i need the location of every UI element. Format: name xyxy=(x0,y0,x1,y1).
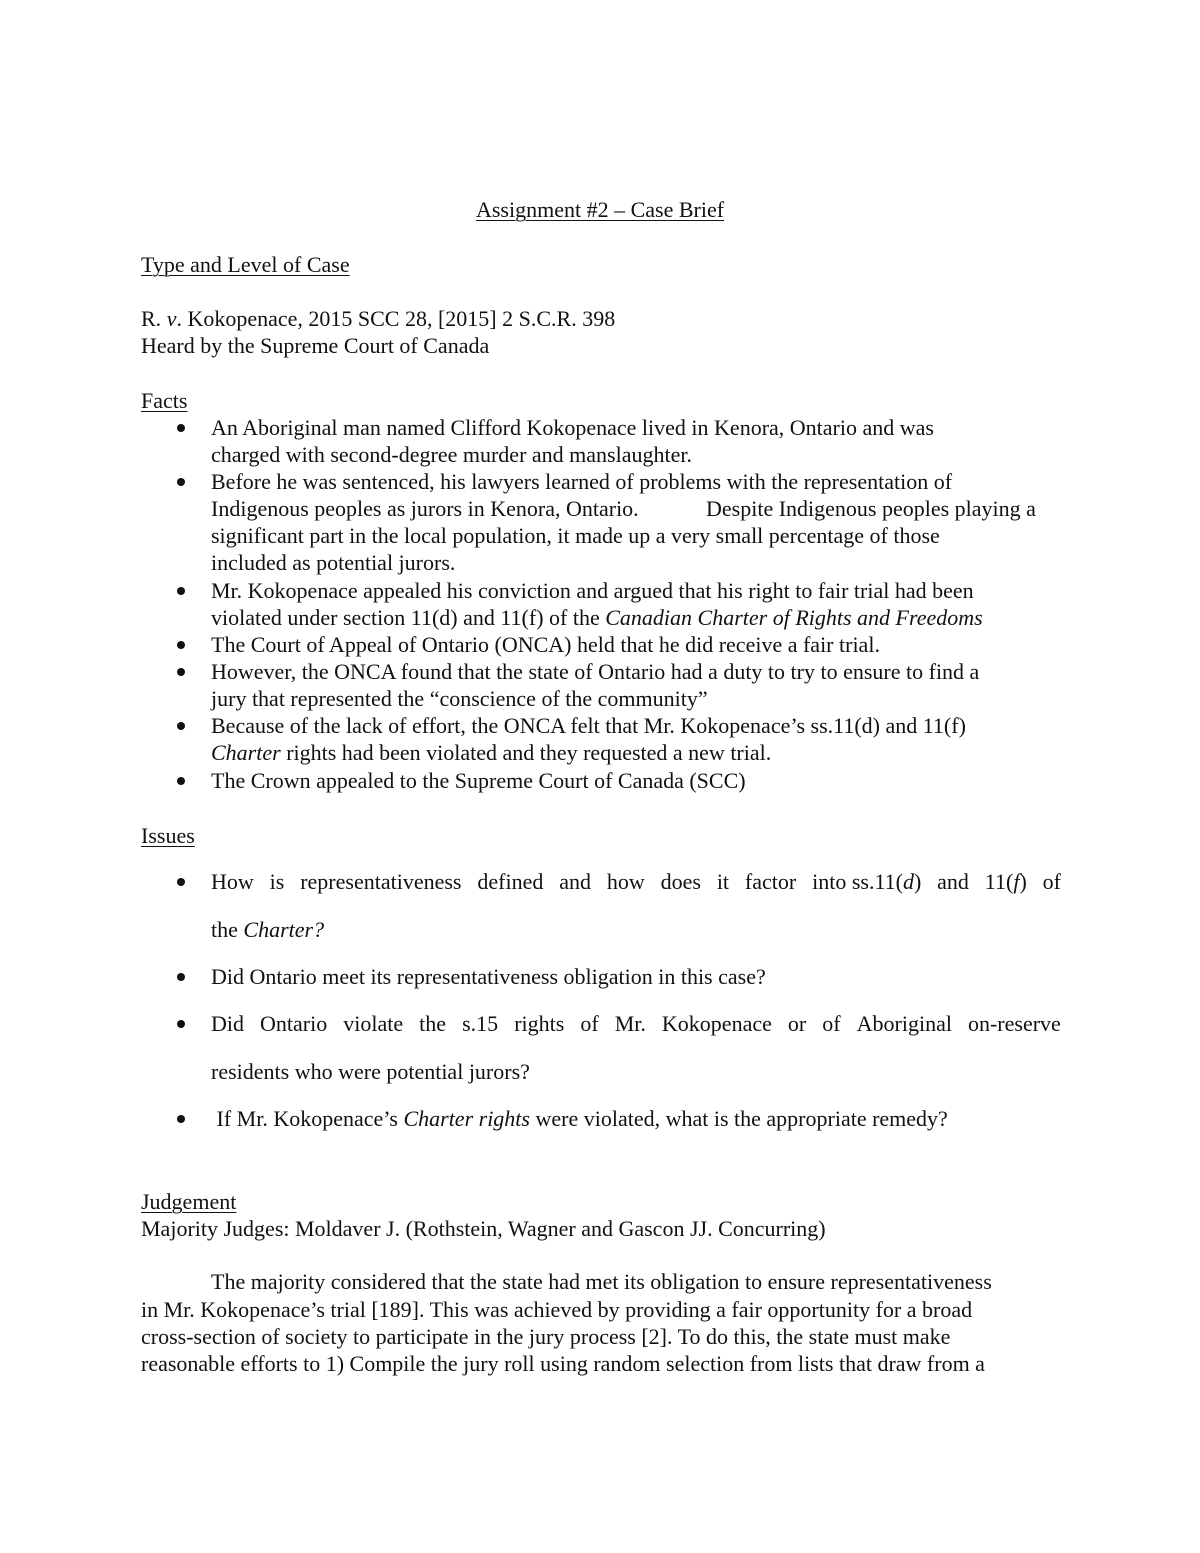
issue-word-part: ) xyxy=(913,869,922,894)
issue-word-part: d xyxy=(902,869,914,894)
issue-word-part: Ontario xyxy=(260,1011,328,1036)
fact-line: However, the ONCA found that the state of Ontario had a duty to try to ensure to find a xyxy=(211,659,980,684)
issue-word-part: or xyxy=(787,1011,807,1036)
majority-judges: Majority Judges: Moldaver J. (Rothstein, Wagner and Gascon JJ. Concurring) xyxy=(141,1216,826,1241)
issue-word-part: violate xyxy=(343,1011,404,1036)
page-title xyxy=(0,196,1200,223)
issue-word xyxy=(270,868,285,895)
fact-line: significant part in the local population, it made up a very small percentage of those xyxy=(211,523,940,548)
fact-line: Indigenous peoples as jurors in Kenora, Ontario. xyxy=(211,496,639,521)
issue-word-part: and xyxy=(559,869,591,894)
issue-word xyxy=(300,868,461,895)
bullet-icon xyxy=(177,722,185,730)
issue-word xyxy=(343,1010,403,1037)
issue-word xyxy=(559,868,591,895)
issue-word xyxy=(514,1010,564,1037)
issue-word xyxy=(857,1010,952,1037)
charter-word: Charter xyxy=(211,740,281,765)
issue-word xyxy=(822,1010,840,1037)
issue-word xyxy=(788,1010,806,1037)
issue-word-part: 11( xyxy=(984,869,1014,894)
fact-line: Despite Indigenous peoples playing a xyxy=(706,496,1036,521)
issue-word-part: the xyxy=(419,1011,447,1036)
issue-word-part: of xyxy=(580,1011,599,1036)
issue-word xyxy=(615,1010,646,1037)
judgement-paragraph-line: The majority considered that the state had met its obligation to ensure representativeness xyxy=(211,1269,992,1294)
issue-word-part: defined xyxy=(477,869,544,894)
issue-word-part: f xyxy=(1013,869,1020,894)
charter-rights: Charter rights xyxy=(403,1106,530,1131)
issue-word-part: on-reserve xyxy=(967,1011,1061,1036)
issue-word xyxy=(937,868,969,895)
issue-word-part: how xyxy=(606,869,645,894)
citation-part: R. xyxy=(141,306,167,331)
fact-text: violated under section 11(d) and 11(f) of the xyxy=(211,605,606,630)
issue-word-part: into ss.11( xyxy=(812,869,903,894)
issue-word-part: Kokopenace xyxy=(661,1011,772,1036)
issue-word xyxy=(211,868,254,895)
issue-word xyxy=(607,868,645,895)
issue-word xyxy=(1043,868,1061,895)
judgement-paragraph-line: cross-section of society to participate in the jury process [2]. To do this, the state must make xyxy=(141,1324,951,1349)
issue-word xyxy=(661,868,701,895)
heard-by: Heard by the Supreme Court of Canada xyxy=(141,333,490,358)
fact-line: Before he was sentenced, his lawyers learned of problems with the representation of xyxy=(211,469,953,494)
judgement-paragraph-line: reasonable efforts to 1) Compile the jury roll using random selection from lists that draw from a xyxy=(141,1351,985,1376)
fact-text: rights had been violated and they requested a new trial. xyxy=(280,740,772,765)
issue-text: the xyxy=(211,917,244,942)
charter-word: Charter? xyxy=(243,917,325,942)
issue-word-part: ) xyxy=(1019,869,1027,894)
issue-word-part: it xyxy=(716,869,730,894)
fact-line: The Crown appealed to the Supreme Court of Canada (SCC) xyxy=(211,768,746,793)
type-level-heading: Type and Level of Case xyxy=(141,252,350,277)
issue-word xyxy=(580,1010,598,1037)
issue-text: If Mr. Kokopenace’s xyxy=(211,1106,404,1131)
issue-word xyxy=(985,868,1027,895)
issue-line xyxy=(211,1010,1061,1037)
fact-line: included as potential jurors. xyxy=(211,550,456,575)
issue-line xyxy=(211,916,324,943)
issue-line xyxy=(211,868,1061,895)
issue-line: Did Ontario meet its representativeness obligation in this case? xyxy=(211,964,766,989)
issue-word xyxy=(812,868,921,895)
judgement-paragraph-line: in Mr. Kokopenace’s trial [189]. This was achieved by providing a fair opportunity for a broad xyxy=(141,1297,973,1322)
issue-word xyxy=(477,868,543,895)
issue-word-part: factor xyxy=(744,869,797,894)
issues-heading: Issues xyxy=(141,823,195,848)
fact-line: Because of the lack of effort, the ONCA felt that Mr. Kokopenace’s ss.11(d) and 11(f) xyxy=(211,713,966,738)
issue-word xyxy=(462,1010,498,1037)
charter-title: Canadian Charter of Rights and Freedoms xyxy=(605,605,983,630)
issue-word-part: Mr. xyxy=(614,1011,646,1036)
issue-word-part: of xyxy=(822,1011,841,1036)
fact-line: charged with second-degree murder and manslaughter. xyxy=(211,442,692,467)
fact-line: jury that represented the “conscience of the community” xyxy=(211,686,708,711)
bullet-icon xyxy=(177,878,185,886)
bullet-icon xyxy=(177,777,185,785)
bullet-icon xyxy=(177,641,185,649)
issue-word-part: is xyxy=(269,869,285,894)
issue-word-part: and xyxy=(937,869,969,894)
issue-word xyxy=(745,868,796,895)
bullet-icon xyxy=(177,587,185,595)
issue-word-part: of xyxy=(1042,869,1061,894)
issue-word xyxy=(211,1010,244,1037)
citation-part: . Kokopenace, 2015 SCC 28, [2015] 2 S.C.R. 398 xyxy=(176,306,616,331)
issue-line xyxy=(211,1105,948,1132)
issue-text: were violated, what is the appropriate remedy? xyxy=(529,1106,948,1131)
issue-word xyxy=(260,1010,327,1037)
bullet-icon xyxy=(177,424,185,432)
issue-word-part: Aboriginal xyxy=(856,1011,952,1036)
bullet-icon xyxy=(177,668,185,676)
issue-word-part: rights xyxy=(514,1011,565,1036)
fact-line xyxy=(211,604,983,631)
citation-v: v xyxy=(166,306,177,331)
fact-line: The Court of Appeal of Ontario (ONCA) held that he did receive a fair trial. xyxy=(211,632,880,657)
bullet-icon xyxy=(177,973,185,981)
issue-word xyxy=(662,1010,772,1037)
fact-line: An Aboriginal man named Clifford Kokopenace lived in Kenora, Ontario and was xyxy=(211,415,934,440)
bullet-icon xyxy=(177,478,185,486)
title-text: Assignment #2 – Case Brief xyxy=(475,197,725,222)
judgement-heading: Judgement xyxy=(141,1189,237,1214)
fact-line: Mr. Kokopenace appealed his conviction and argued that his right to fair trial had been xyxy=(211,578,974,603)
issue-word-part: does xyxy=(660,869,701,894)
issue-line: residents who were potential jurors? xyxy=(211,1059,530,1084)
issue-word-part: Did xyxy=(211,1011,244,1036)
bullet-icon xyxy=(177,1020,185,1028)
issue-word xyxy=(717,868,729,895)
issue-word xyxy=(968,1010,1061,1037)
issue-word-part: s.15 xyxy=(462,1011,499,1036)
bullet-icon xyxy=(177,1115,185,1123)
issue-word-part: representativeness xyxy=(300,869,462,894)
facts-heading: Facts xyxy=(141,388,188,413)
issue-word xyxy=(419,1010,446,1037)
case-citation xyxy=(141,305,615,332)
issue-word-part: How xyxy=(211,869,254,894)
fact-line xyxy=(211,739,771,766)
